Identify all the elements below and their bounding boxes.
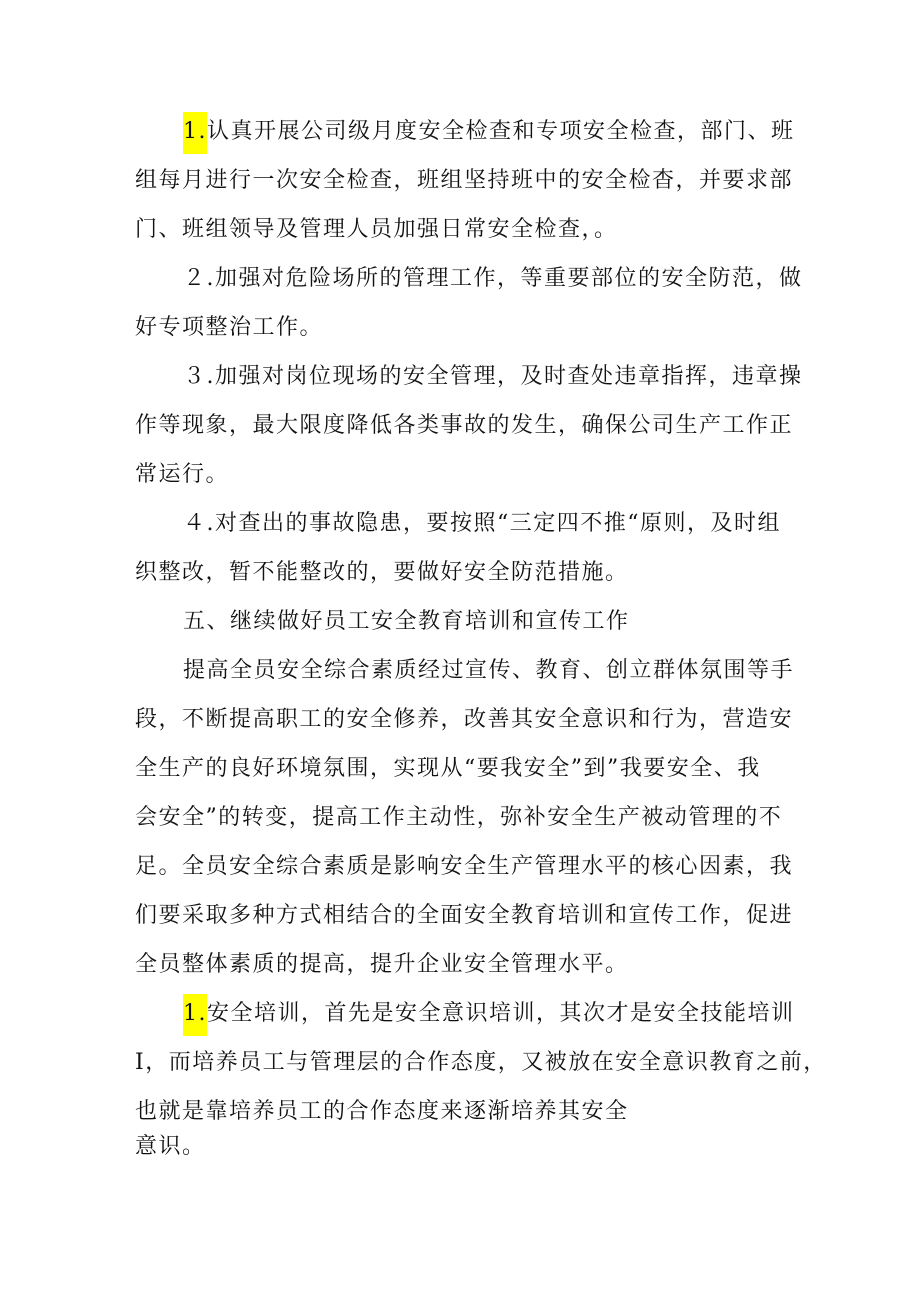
paragraph-3-line-2: 作等现象，最大限度降低各类事故的发生，确保公司生产工作正 bbox=[135, 413, 794, 438]
paragraph-3-line-1: ３.加强对岗位现场的安全管理，及时查处违章指挥，违章操 bbox=[183, 364, 803, 389]
paragraph-1-line-3: 门、班组领导及管理人员加强日常安全检查，。 bbox=[135, 217, 618, 242]
paragraph-4-line-2: 织整改，暂不能整改的，要做好安全防范措施。 bbox=[135, 560, 629, 585]
paragraph-6-line-4: 会安全”的转变，提高工作主动性，弥补安全生产被动管理的不 bbox=[135, 805, 783, 830]
paragraph-1-line-1 bbox=[183, 115, 795, 154]
paragraph-4-line-1: ４.对查出的事故隐患，要按照“三定四不推“原则，及时组 bbox=[183, 511, 781, 536]
highlighted-list-marker: 1. bbox=[183, 112, 207, 154]
line-text: 安全培训，首先是安全意识培训，其次才是安全技能培训 bbox=[207, 1001, 795, 1026]
line-text: 认真开展公司级月度安全检查和专项安全检查，部门、班 bbox=[207, 119, 795, 144]
paragraph-3-line-3: 常运行。 bbox=[135, 462, 230, 487]
paragraph-6-line-5: 足。全员安全综合素质是影响安全生产管理水平的核心因素，我 bbox=[135, 854, 794, 879]
paragraph-6-line-2: 段，不断提高职工的安全修养，改善其安全意识和行为，营造安 bbox=[135, 707, 794, 732]
paragraph-6-line-7: 全员整体素质的提高，提升企业安全管理水平。 bbox=[135, 952, 629, 977]
highlighted-list-marker: 1. bbox=[183, 994, 207, 1036]
paragraph-2-line-2: 好专项整治工作。 bbox=[135, 315, 324, 340]
paragraph-6-line-3: 全生产的良好环境氛围，实现从“要我安全”到”我要安全、我 bbox=[135, 756, 761, 781]
paragraph-7-line-3: 也就是靠培养员工的合作态度来逐渐培养其安全 bbox=[135, 1099, 629, 1124]
section-heading: 五、继续做好员工安全教育培训和宣传工作 bbox=[183, 609, 630, 634]
paragraph-2-line-1: ２.加强对危险场所的管理工作，等重要部位的安全防范，做 bbox=[183, 266, 803, 291]
paragraph-6-line-6: 们要采取多种方式相结合的全面安全教育培训和宣传工作，促进 bbox=[135, 903, 794, 928]
paragraph-7-line-4: 意识。 bbox=[135, 1134, 206, 1159]
paragraph-7-line-2: I，而培养员工与管理层的合作态度，又被放在安全意识教育之前， bbox=[135, 1050, 827, 1075]
paragraph-6-line-1: 提高全员安全综合素质经过宣传、教育、创立群体氛围等手 bbox=[183, 658, 795, 683]
paragraph-7-line-1 bbox=[183, 997, 795, 1036]
paragraph-1-line-2: 组每月进行一次安全检查，班组坚持班中的安全检杳，并要求部 bbox=[135, 168, 794, 193]
